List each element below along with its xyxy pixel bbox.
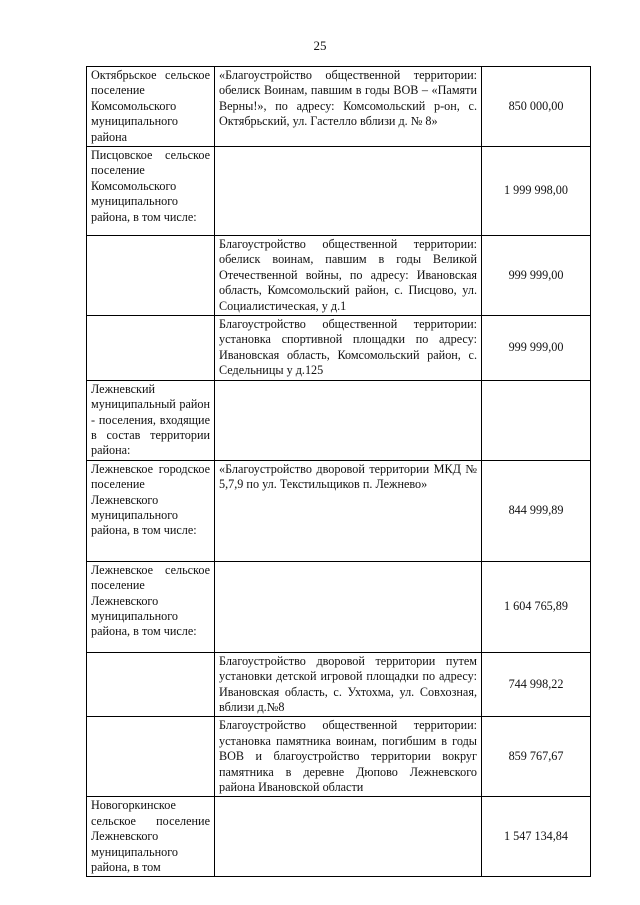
settlement-name: Писцовское сельское поселение Комсомольского муниципального района, в том числе: [87, 147, 215, 236]
project-description [215, 797, 482, 877]
project-description: Благоустройство общественной территории: обелиск воинам, павшим в годы Великой Отечественной войны, по адресу: Ивановская область, Комсомольский район, с. Писцово, ул. Социалистическая, у д.1 [215, 236, 482, 316]
settlement-name: Лежневское городское поселение Лежневского муниципального района, в том числе: [87, 460, 215, 561]
project-description [215, 147, 482, 236]
table-row [87, 147, 591, 236]
table-row [87, 67, 591, 147]
table-row [87, 236, 591, 316]
table-row [87, 797, 591, 877]
table-row [87, 561, 591, 652]
project-description [215, 561, 482, 652]
amount: 844 999,89 [482, 460, 591, 561]
settlement-name [87, 717, 215, 797]
table-row [87, 717, 591, 797]
table-row [87, 316, 591, 381]
settlement-name [87, 316, 215, 381]
amount: 744 998,22 [482, 652, 591, 717]
amount: 999 999,00 [482, 316, 591, 381]
settlement-name: Лежневское сельское поселение Лежневского муниципального района, в том числе: [87, 561, 215, 652]
project-description: Благоустройство общественной территории: установка памятника воинам, погибшим в годы ВОВ и благоустройство территории вокруг памятника в деревне Дюпово Лежневского района Ивановской области [215, 717, 482, 797]
settlement-name: Новогоркинское сельское поселение Лежневского муниципального района, в том [87, 797, 215, 877]
table-row [87, 652, 591, 717]
allocation-table [86, 66, 591, 877]
amount [482, 380, 591, 460]
amount: 859 767,67 [482, 717, 591, 797]
table-row [87, 380, 591, 460]
project-description: «Благоустройство дворовой территории МКД № 5,7,9 по ул. Текстильщиков п. Лежнево» [215, 460, 482, 561]
page-number: 25 [313, 38, 327, 53]
amount: 999 999,00 [482, 236, 591, 316]
amount: 850 000,00 [482, 67, 591, 147]
amount: 1 547 134,84 [482, 797, 591, 877]
settlement-name [87, 236, 215, 316]
table-row [87, 460, 591, 561]
project-description: Благоустройство дворовой территории путем установки детской игровой площадки по адресу: Ивановская область, с. Ухтохма, ул. Совхозная, вблизи д.№8 [215, 652, 482, 717]
project-description [215, 380, 482, 460]
amount: 1 604 765,89 [482, 561, 591, 652]
settlement-name: Лежневский муниципальный район - поселения, входящие в состав территории района: [87, 380, 215, 460]
settlement-name: Октябрьское сельское поселение Комсомольского муниципального района [87, 67, 215, 147]
project-description: Благоустройство общественной территории: установка спортивной площадки по адресу: Ивановская область, Комсомольский район, с. Седельницы у д.125 [215, 316, 482, 381]
project-description: «Благоустройство общественной территории: обелиск Воинам, павшим в годы ВОВ – «Памяти Верны!», по адресу: Комсомольский р-он, с. Октябрьский, ул. Гастелло вблизи д. № 8» [215, 67, 482, 147]
settlement-name [87, 652, 215, 717]
amount: 1 999 998,00 [482, 147, 591, 236]
